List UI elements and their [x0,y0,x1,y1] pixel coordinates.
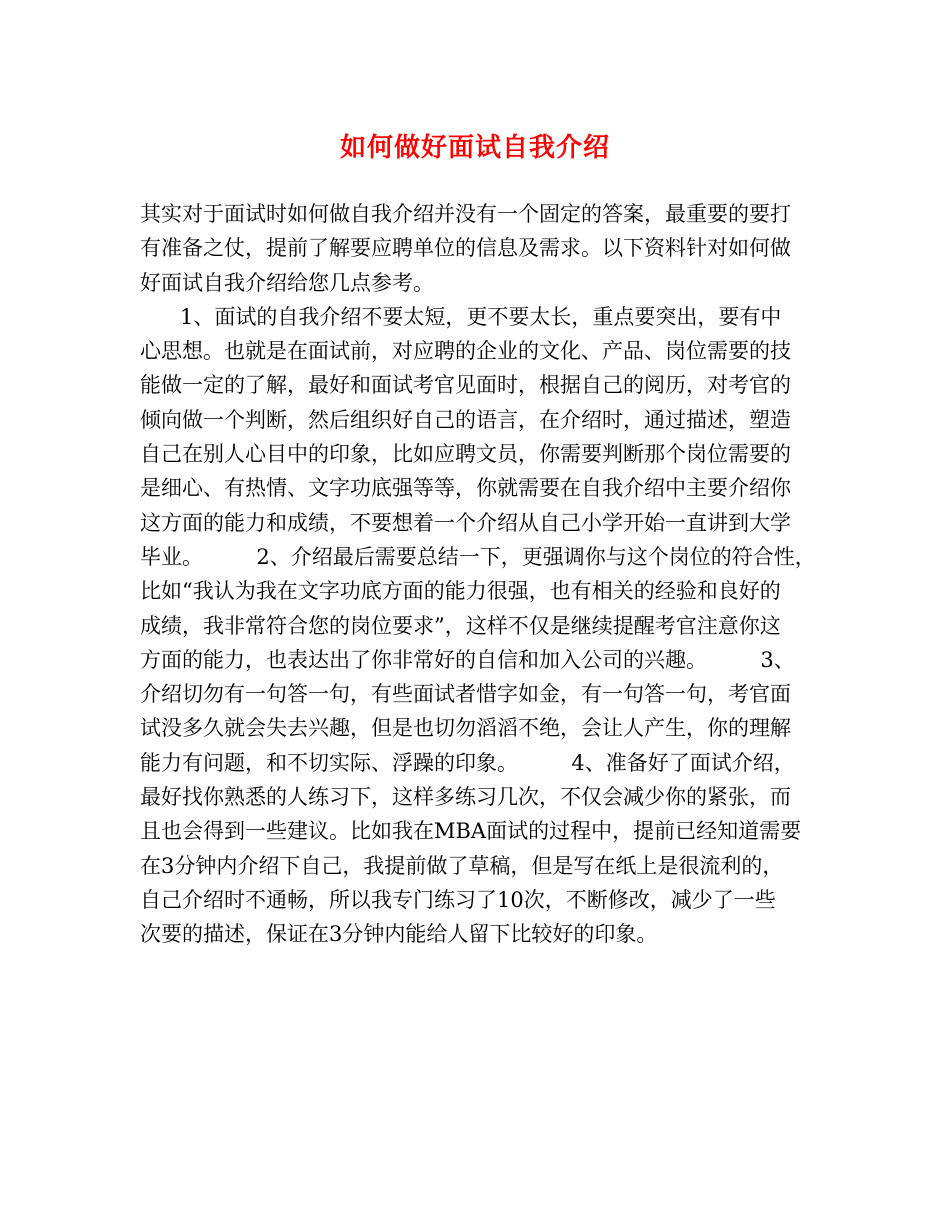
text-line: 心思想。也就是在面试前，对应聘的企业的文化、产品、岗位需要的技 [140,339,791,364]
text-line: 比如“我认为我在文字功底方面的能力很强，也有相关的经验和良好的 [140,579,781,604]
text-line: 自己介绍时不通畅，所以我专门练习了10次，不断修改，减少了一些 [140,887,776,912]
text-line: 成绩，我非常符合您的岗位要求”，这样不仅是继续提醒考官注意你这 [140,613,781,638]
text-line: 且也会得到一些建议。比如我在MBA面试的过程中，提前已经知道需要 [140,819,802,844]
document-title: 如何做好面试自我介绍 [339,133,610,163]
text-line: 次要的描述，保证在3分钟内能给人留下比较好的印象。 [140,922,658,947]
text-line: 有准备之仗，提前了解要应聘单位的信息及需求。以下资料针对如何做 [140,236,791,261]
text-line: 好面试自我介绍给您几点参考。 [140,270,434,295]
text-line: 介绍切勿有一句答一句，有些面试者惜字如金，有一句答一句，考官面 [140,682,791,707]
text-line: 倾向做一个判断，然后组织好自己的语言，在介绍时，通过描述，塑造 [140,407,791,432]
text-line: 毕业。 2、介绍最后需要总结一下，更强调你与这个岗位的符合性， [140,544,816,569]
document-body [140,197,820,952]
text-line: 是细心、有热情、文字功底强等等，你就需要在自我介绍中主要介绍你 [140,476,791,501]
text-line: 这方面的能力和成绩，不要想着一个介绍从自己小学开始一直讲到大学 [140,510,791,535]
text-line: 1、面试的自我介绍不要太短，更不要太长，重点要突出，要有中 [140,304,782,329]
text-line: 方面的能力，也表达出了你非常好的自信和加入公司的兴趣。 3、 [140,647,795,672]
text-line: 自己在别人心目中的印象，比如应聘文员，你需要判断那个岗位需要的 [140,442,791,467]
text-line: 在3分钟内介绍下自己，我提前做了草稿，但是写在纸上是很流利的， [140,853,784,878]
text-line: 最好找你熟悉的人练习下，这样多练习几次，不仅会减少你的紧张，而 [140,785,791,810]
text-line: 试没多久就会失去兴趣，但是也切勿滔滔不绝，会让人产生，你的理解 [140,716,791,741]
text-line: 其实对于面试时如何做自我介绍并没有一个固定的答案，最重要的要打 [140,202,791,226]
text-line: 能做一定的了解，最好和面试考官见面时，根据自己的阅历，对考官的 [140,373,791,398]
text-line: 能力有问题，和不切实际、浮躁的印象。 4、准备好了面试介绍， [140,750,795,775]
